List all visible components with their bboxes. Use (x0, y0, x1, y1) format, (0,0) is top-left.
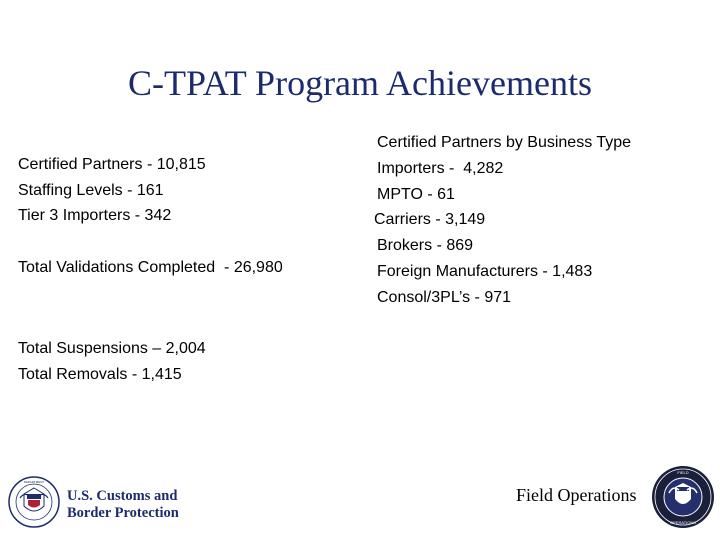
agency-line2: Border Protection (67, 505, 179, 521)
field-operations-seal-icon (651, 465, 715, 529)
left-stats (18, 152, 283, 387)
removals-stat: Total Removals - 1,415 (18, 365, 182, 383)
field-operations-label: Field Operations (516, 485, 637, 505)
business-type-item: MPTO - 61 (377, 185, 455, 203)
business-type-item: Brokers - 869 (377, 237, 474, 255)
agency-name (67, 488, 179, 522)
business-type-item: Consol/3PL’s - 971 (377, 288, 512, 306)
business-type-item: Foreign Manufacturers - 1,483 (377, 262, 593, 280)
certified-partners-stat: Certified Partners - 10,815 (18, 156, 206, 173)
business-type-list (374, 130, 632, 311)
agency-line1: U.S. Customs and (67, 488, 178, 504)
slide-title: C-TPAT Program Achievements (128, 63, 592, 103)
svg-text:FIELD: FIELD (677, 470, 689, 475)
business-type-item: Importers - 4,282 (377, 159, 504, 177)
tier3-importers-stat: Tier 3 Importers - 342 (18, 207, 172, 224)
staffing-levels-stat: Staffing Levels - 161 (18, 181, 164, 199)
dhs-seal-icon (8, 476, 60, 528)
business-type-item: Carriers - 3,149 (374, 211, 486, 229)
svg-text:DEPARTMENT: DEPARTMENT (23, 480, 45, 484)
svg-text:OPERATIONS: OPERATIONS (670, 520, 696, 525)
business-type-heading: Certified Partners by Business Type (377, 134, 632, 151)
validations-stat: Total Validations Completed - 26,980 (18, 258, 283, 276)
suspensions-stat: Total Suspensions – 2,004 (18, 340, 206, 357)
